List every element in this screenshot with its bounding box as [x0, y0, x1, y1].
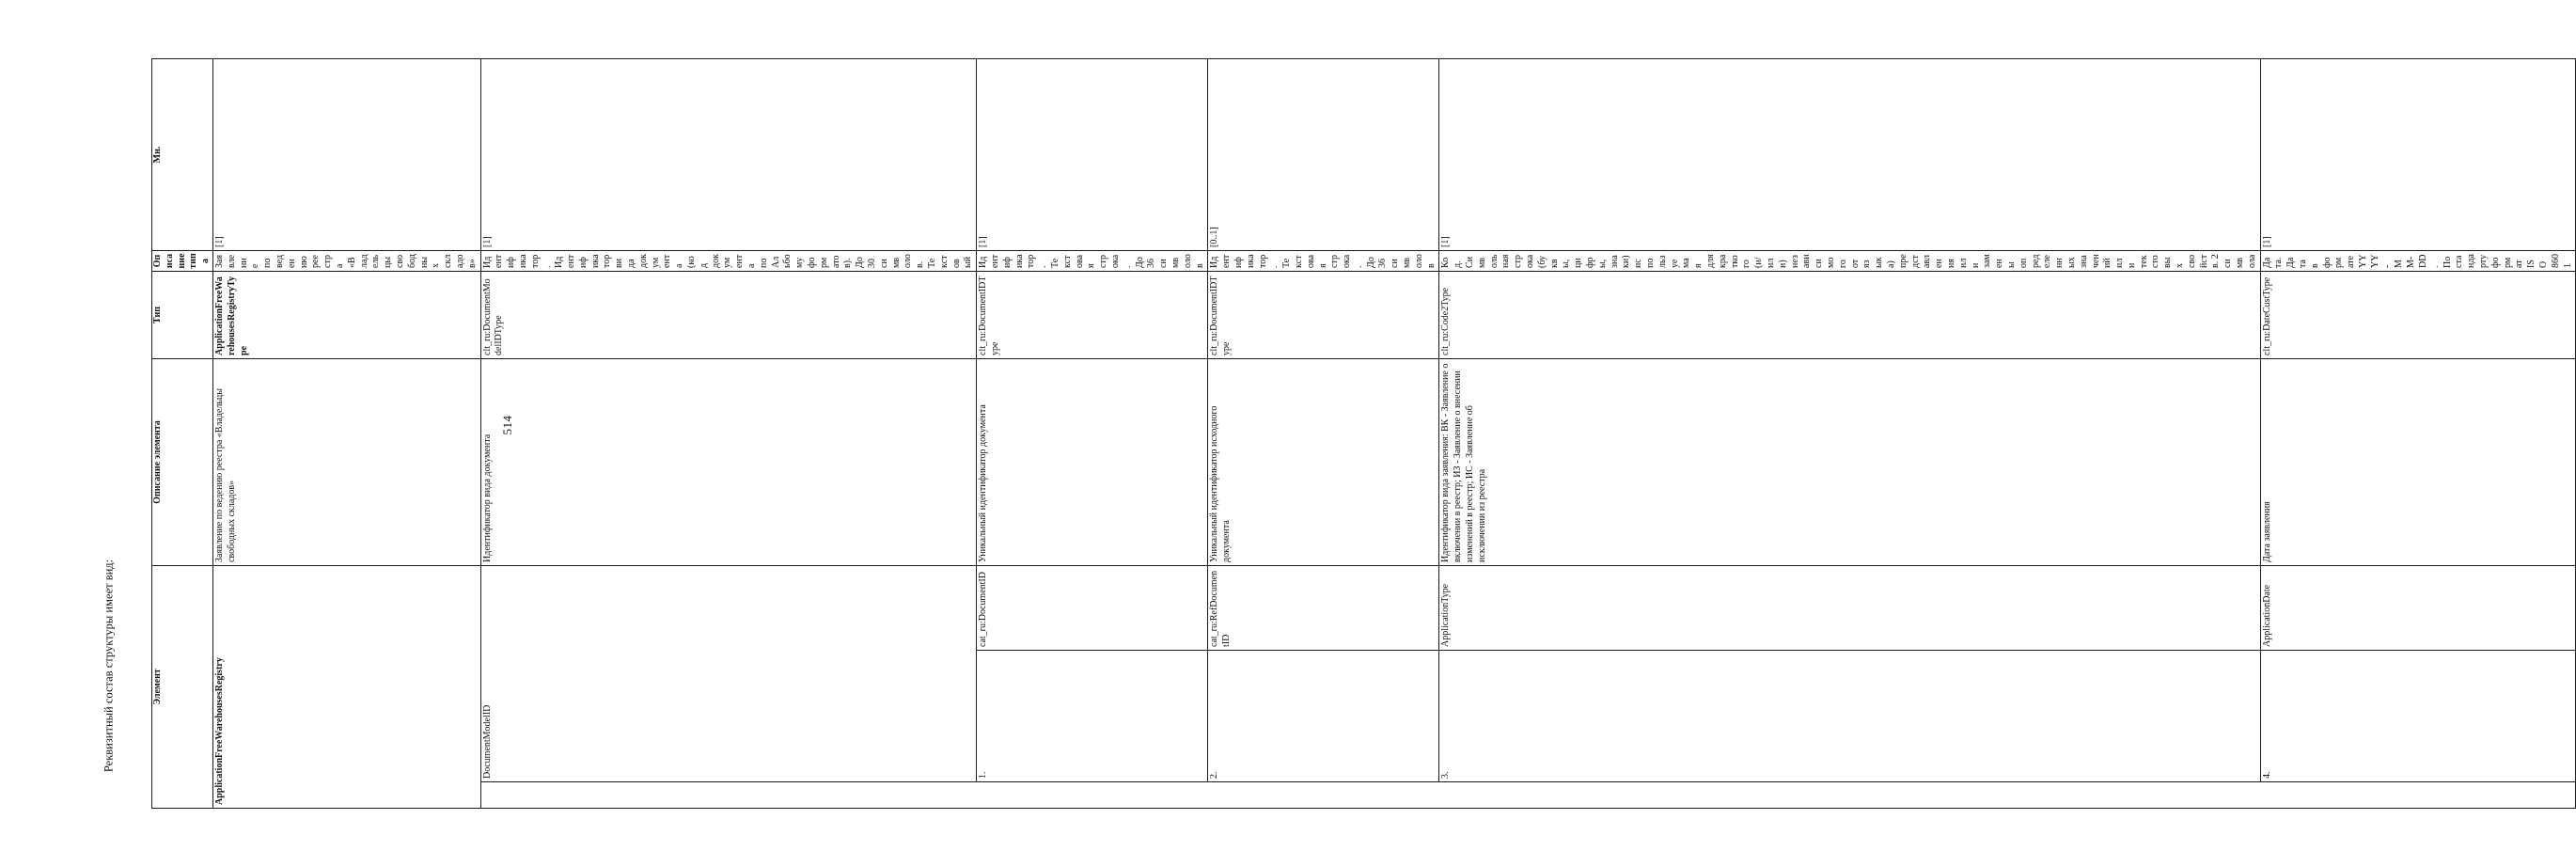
cell-num: 2.: [1208, 651, 1439, 782]
cell-mult: [1]: [212, 59, 480, 251]
page-number: 514: [500, 415, 514, 435]
header-type-desc: Описание типа: [152, 250, 213, 271]
cell-element-desc: Дата заявления: [2260, 358, 2576, 565]
cell-type: clt_ru:DocumentModelIDType: [480, 271, 977, 358]
table-row: [977, 59, 1208, 809]
cell-type-desc: Идентификатор. Текстовая строка. До 36 символов: [1208, 250, 1439, 271]
cell-mult: [1]: [2260, 59, 2576, 251]
cell-mult: [1]: [480, 59, 977, 251]
cell-type: clt_ru:DocumentIDType: [1208, 271, 1439, 358]
cell-type-desc: Заявление по ведению реестра «Владельцы свободных складов»: [212, 250, 480, 271]
cell-element-desc: Уникальный идентификатор документа: [977, 358, 1208, 565]
header-element-desc: Описание элемента: [152, 358, 213, 565]
cell-mult: [0..1]: [1208, 59, 1439, 251]
cell-num: 3.: [1439, 651, 2260, 782]
cell-indent: [480, 782, 2576, 809]
table-row: [480, 59, 977, 809]
cell-num: 4.: [2260, 651, 2576, 782]
table-header-row: [152, 59, 213, 809]
cell-element: ApplicationType: [1439, 565, 2260, 650]
cell-element: cat_ru:DocumentID: [977, 565, 1208, 650]
cell-type-desc: Дата. Дата в формате YYYY-MM-DD. По стандарту формат ISO 8601: [2260, 250, 2576, 271]
cell-type: ApplicationFreeWarehousesRegistryType: [212, 271, 480, 358]
header-mult: Мн.: [152, 59, 213, 251]
cell-num: 1.: [977, 651, 1208, 782]
cell-type: clt_ru:DocumentIDType: [977, 271, 1208, 358]
cell-type-desc: Код. Символьная строка (буквы, цифры, знаки) используемая для краткого (и/или) независимого от языка) представления или замены определенных значений или текстовых свойств. 2 символа: [1439, 250, 2260, 271]
cell-element-desc: Идентификатор вида документа: [480, 358, 977, 565]
cell-mult: [1]: [1439, 59, 2260, 251]
cell-element: ApplicationDate: [2260, 565, 2576, 650]
cell-type: clt_ru:DateCustType: [2260, 271, 2576, 358]
cell-type-desc: Идентификатор. Идентификатор вида документа (код документа по Альбому форматов). До 30 символов. Текстовый: [480, 250, 977, 271]
cell-type: clt_ru:Code2Type: [1439, 271, 2260, 358]
cell-element-desc: Заявление по ведению реестра «Владельцы свободных складов»: [212, 358, 480, 565]
header-element: Элемент: [152, 565, 213, 808]
table-row: [1439, 59, 2260, 809]
cell-element-desc: Уникальный идентификатор исходного документа: [1208, 358, 1439, 565]
table-row: [212, 59, 480, 809]
cell-type-desc: Идентификатор. Текстовая строка. До 36 символов: [977, 250, 1208, 271]
rotated-table-container: [151, 58, 2573, 809]
cell-element: DocumentModelID: [480, 565, 977, 781]
table-row: [1208, 59, 1439, 809]
cell-element-desc: Идентификатор вида заявления: ВК - Заявление о включении в реестр; ИЗ - Заявление о внесении изменений в реестр; ИС - Заявление об исключении из реестра: [1439, 358, 2260, 565]
cell-element: ApplicationFreeWarehousesRegistry: [212, 565, 480, 808]
registry-structure-table: [151, 58, 2576, 809]
cell-mult: [1]: [977, 59, 1208, 251]
table-row: [2260, 59, 2576, 809]
cell-element: cat_ru:RefDocumentID: [1208, 565, 1439, 650]
header-type: Тип: [152, 271, 213, 358]
intro-text: Реквизитный состав структуры имеет вид:: [102, 559, 116, 773]
